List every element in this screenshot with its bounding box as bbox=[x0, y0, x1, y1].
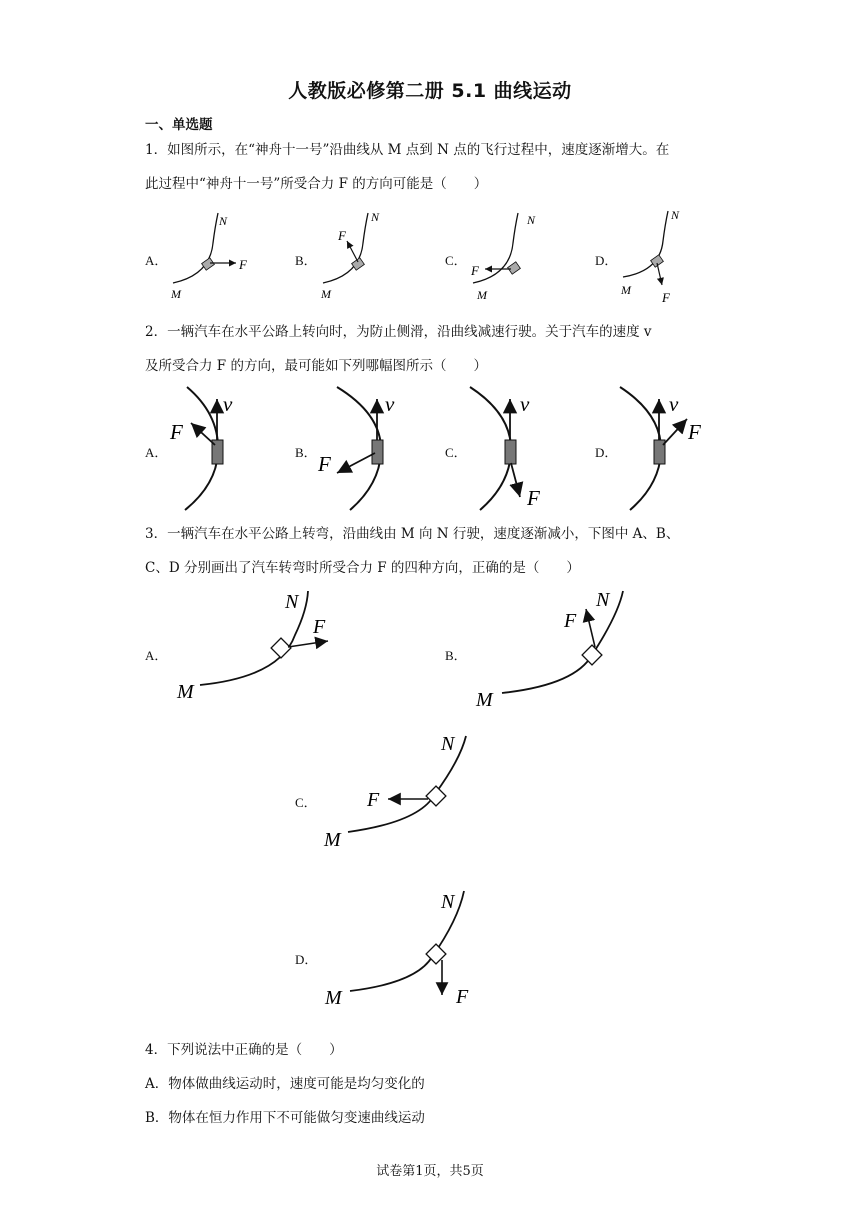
q2a-v-label: v bbox=[223, 392, 233, 416]
q2-stem-line2: 及所受合力 F 的方向，最可能如下列哪幅图所示（ ） bbox=[145, 358, 487, 374]
q1-stem-line1: 1．如图所示，在“神舟十一号”沿曲线从 M 点到 N 点的飞行过程中，速度逐渐增大。在 bbox=[145, 142, 670, 158]
q3a-f-label: F bbox=[313, 616, 326, 638]
q1b-f-label: F bbox=[338, 228, 346, 243]
q1-option-a-label: A． bbox=[145, 253, 168, 268]
q1-figure-c bbox=[465, 205, 575, 305]
q1-option-c-label: C． bbox=[445, 253, 467, 268]
q3a-m-label: M bbox=[177, 681, 194, 703]
q1-stem-line2: 此过程中“神舟十一号”所受合力 F 的方向可能是（ ） bbox=[145, 176, 488, 192]
q2-option-d-label: D． bbox=[595, 445, 618, 460]
q2d-f-label: F bbox=[688, 420, 701, 444]
q2d-v-label: v bbox=[669, 392, 679, 416]
q3b-n-label: N bbox=[596, 589, 610, 611]
q1-figure-d bbox=[615, 205, 725, 305]
q4-option-b: B．物体在恒力作用下不可能做匀变速曲线运动 bbox=[145, 1110, 425, 1126]
page-title: 人教版必修第二册 5.1 曲线运动 bbox=[288, 80, 572, 102]
q3d-m-label: M bbox=[325, 987, 342, 1009]
q2-figure-d bbox=[615, 385, 735, 515]
q1d-f-label: F bbox=[662, 290, 670, 305]
q3-stem-line2: C、D 分别画出了汽车转弯时所受合力 F 的四种方向，正确的是（ ） bbox=[145, 560, 580, 576]
q4-stem: 4．下列说法中正确的是（ ） bbox=[145, 1042, 343, 1058]
q2a-f-label: F bbox=[170, 420, 183, 444]
q3-stem-line1: 3．一辆汽车在水平公路上转弯，沿曲线由 M 向 N 行驶，速度逐渐减小，下图中 A、B、 bbox=[145, 526, 680, 542]
q3-figure-c bbox=[320, 730, 510, 855]
q2-figure-b bbox=[315, 385, 435, 515]
q2-stem-line1: 2．一辆汽车在水平公路上转向时，为防止侧滑，沿曲线减速行驶。关于汽车的速度 v bbox=[145, 324, 652, 340]
q2-option-a-label: A． bbox=[145, 445, 168, 460]
q3d-n-label: N bbox=[441, 891, 455, 913]
q3c-f-label: F bbox=[367, 789, 380, 811]
q1d-n-label: N bbox=[671, 208, 680, 222]
q3-figure-a bbox=[170, 585, 360, 705]
q1c-m-label: M bbox=[477, 288, 487, 302]
q1-figure-b bbox=[315, 205, 425, 305]
q1-option-b-label: B． bbox=[295, 253, 317, 268]
section-heading: 一、单选题 bbox=[145, 117, 213, 133]
q1-option-d-label: D． bbox=[595, 253, 618, 268]
q3b-f-label: F bbox=[564, 610, 577, 632]
q3a-n-label: N bbox=[285, 591, 299, 613]
q1a-m-label: M bbox=[171, 287, 181, 301]
q1a-f-label: F bbox=[239, 257, 247, 272]
q1c-n-label: N bbox=[527, 213, 536, 227]
q3-figure-b bbox=[470, 585, 660, 715]
q2-option-c-label: C． bbox=[445, 445, 467, 460]
q2b-f-label: F bbox=[318, 452, 331, 476]
q2c-f-label: F bbox=[527, 486, 540, 510]
q3-option-c-label: C． bbox=[295, 795, 317, 810]
q2c-v-label: v bbox=[520, 392, 530, 416]
q2-option-b-label: B． bbox=[295, 445, 317, 460]
q3-option-b-label: B． bbox=[445, 648, 467, 663]
q4-option-a: A．物体做曲线运动时，速度可能是均匀变化的 bbox=[145, 1076, 425, 1092]
q1-figure-a bbox=[165, 205, 275, 305]
q2-figure-a bbox=[165, 385, 285, 515]
q1b-n-label: N bbox=[371, 210, 380, 224]
q3-option-a-label: A． bbox=[145, 648, 168, 663]
q1a-n-label: N bbox=[219, 214, 228, 228]
q1c-f-label: F bbox=[471, 263, 479, 278]
q3-option-d-label: D． bbox=[295, 952, 318, 967]
q3c-m-label: M bbox=[324, 829, 341, 851]
q3c-n-label: N bbox=[441, 733, 455, 755]
q2-figure-c bbox=[465, 385, 585, 515]
q3b-m-label: M bbox=[476, 689, 493, 711]
q3d-f-label: F bbox=[456, 986, 469, 1008]
q2b-v-label: v bbox=[385, 392, 395, 416]
q3-figure-d bbox=[320, 885, 510, 1015]
q1b-m-label: M bbox=[321, 287, 331, 301]
page-footer: 试卷第1页，共5页 bbox=[376, 1164, 484, 1179]
q1d-m-label: M bbox=[621, 283, 631, 297]
